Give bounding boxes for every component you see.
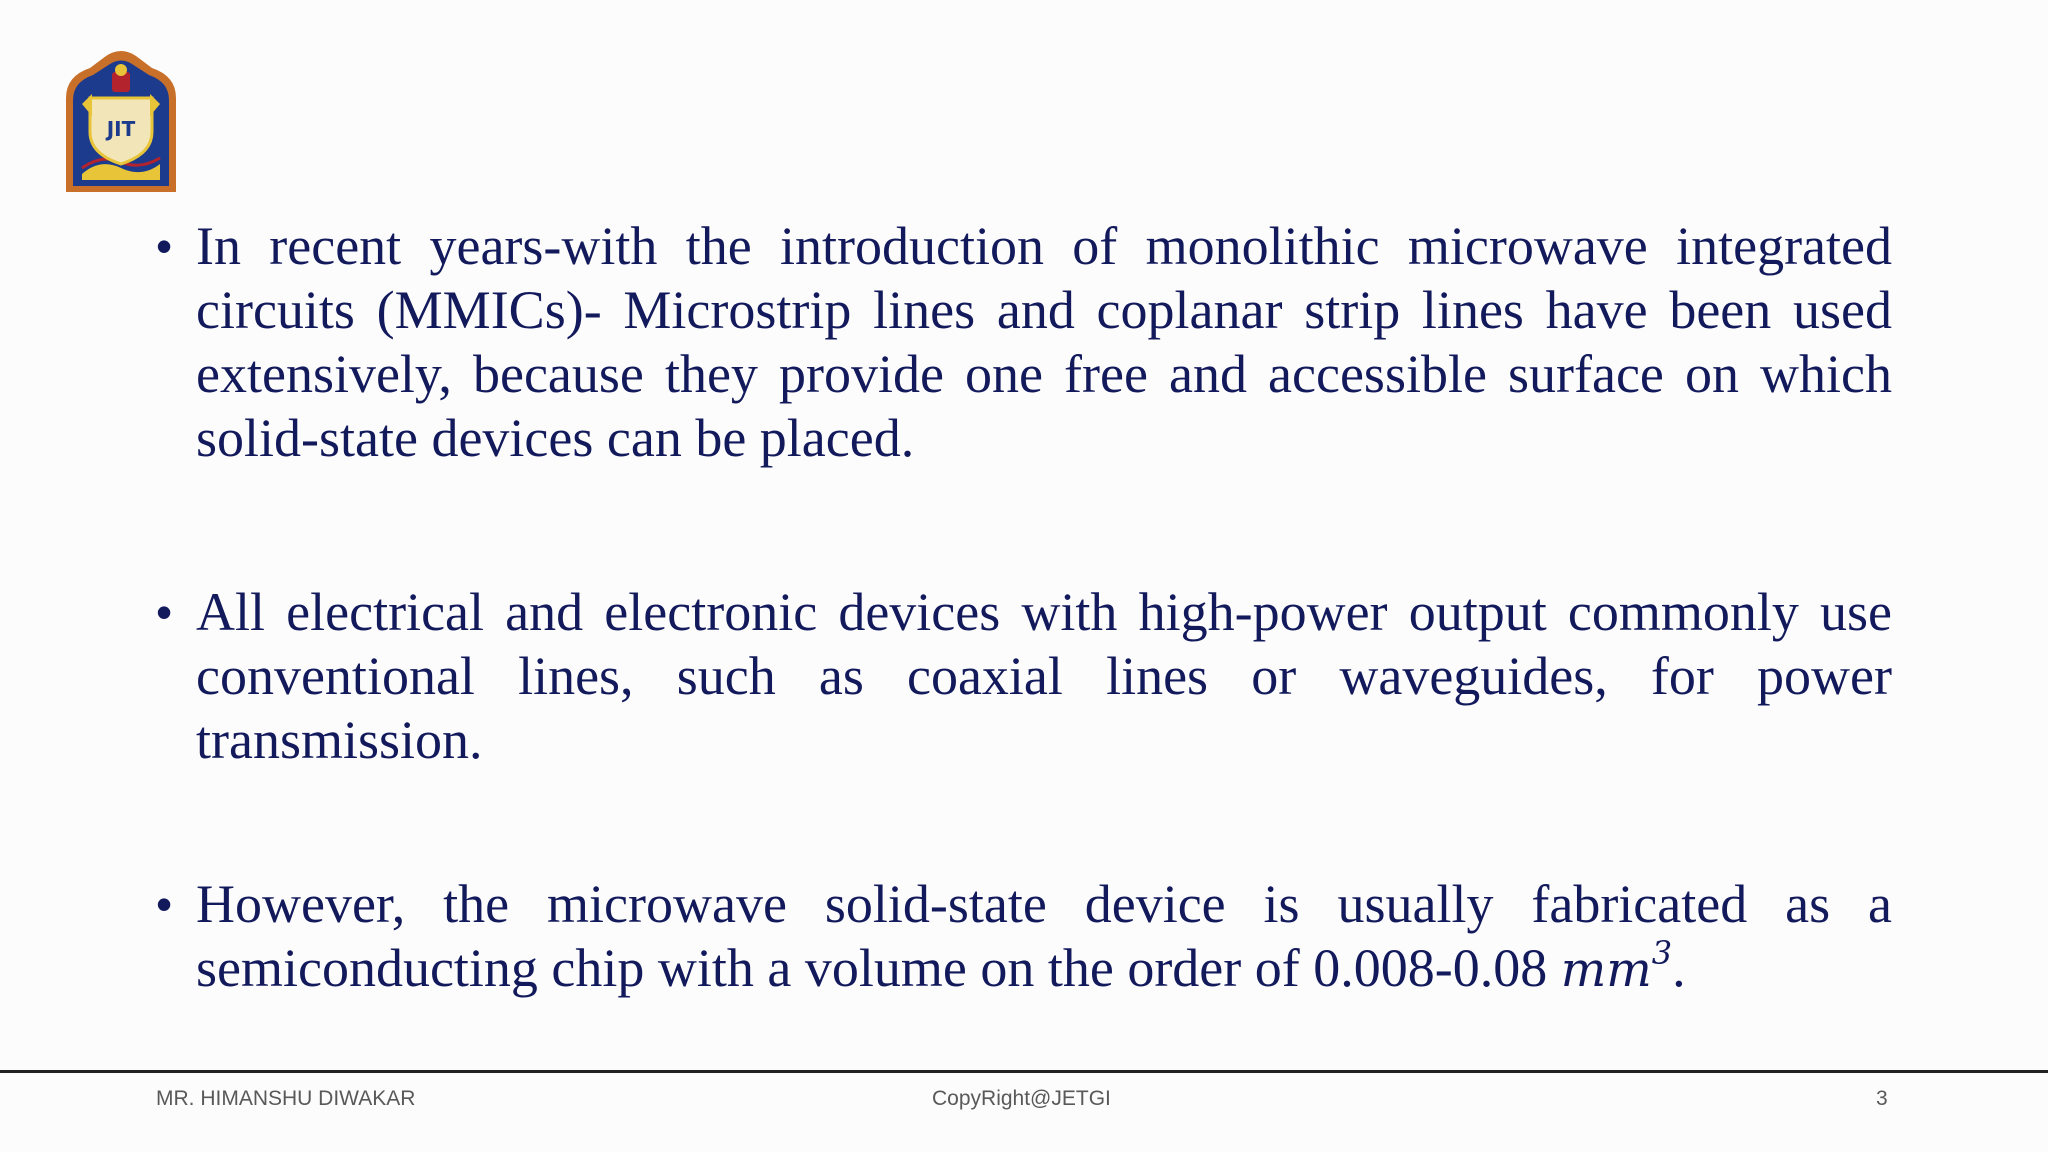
footer-author: MR. HIMANSHU DIWAKAR (156, 1087, 416, 1110)
bullet-icon: • (156, 586, 173, 638)
bullet-icon: • (156, 878, 173, 930)
institute-logo (60, 46, 182, 192)
bullet-text-3-body: However, the microwave solid-state device is usually fabricated as a semiconducting chip with a volume on the order of 0.008-0.08 (196, 874, 1892, 998)
logo-text: JIT (106, 117, 136, 141)
footer-page-number: 3 (1876, 1087, 1888, 1110)
footer-copyright: CopyRight@JETGI (932, 1087, 1111, 1110)
bullet-text-2: All electrical and electronic devices with high-power output commonly use conventional lines, such as coaxial lines or waveguides, for power transmission. (196, 582, 1892, 770)
bullet-item-1 (156, 214, 1892, 470)
bullet-item-3 (156, 872, 1892, 1002)
math-exponent: 3 (1651, 934, 1673, 972)
bullet-icon: • (156, 220, 173, 272)
bullet-text-1: In recent years-with the introduction of monolithic microwave integrated circuits (MMICs)- Microstrip lines and coplanar strip lines have been used extensively, because they provide one free and accessible surface on which solid-state devices can be placed. (196, 216, 1892, 468)
math-base: mm (1560, 942, 1652, 998)
bullet-text-3 (196, 872, 1892, 1002)
bullet-item-2 (156, 580, 1892, 772)
bullet-text-3-end: . (1672, 938, 1686, 998)
footer-divider (0, 1070, 2048, 1073)
math-expression (1560, 934, 1673, 998)
